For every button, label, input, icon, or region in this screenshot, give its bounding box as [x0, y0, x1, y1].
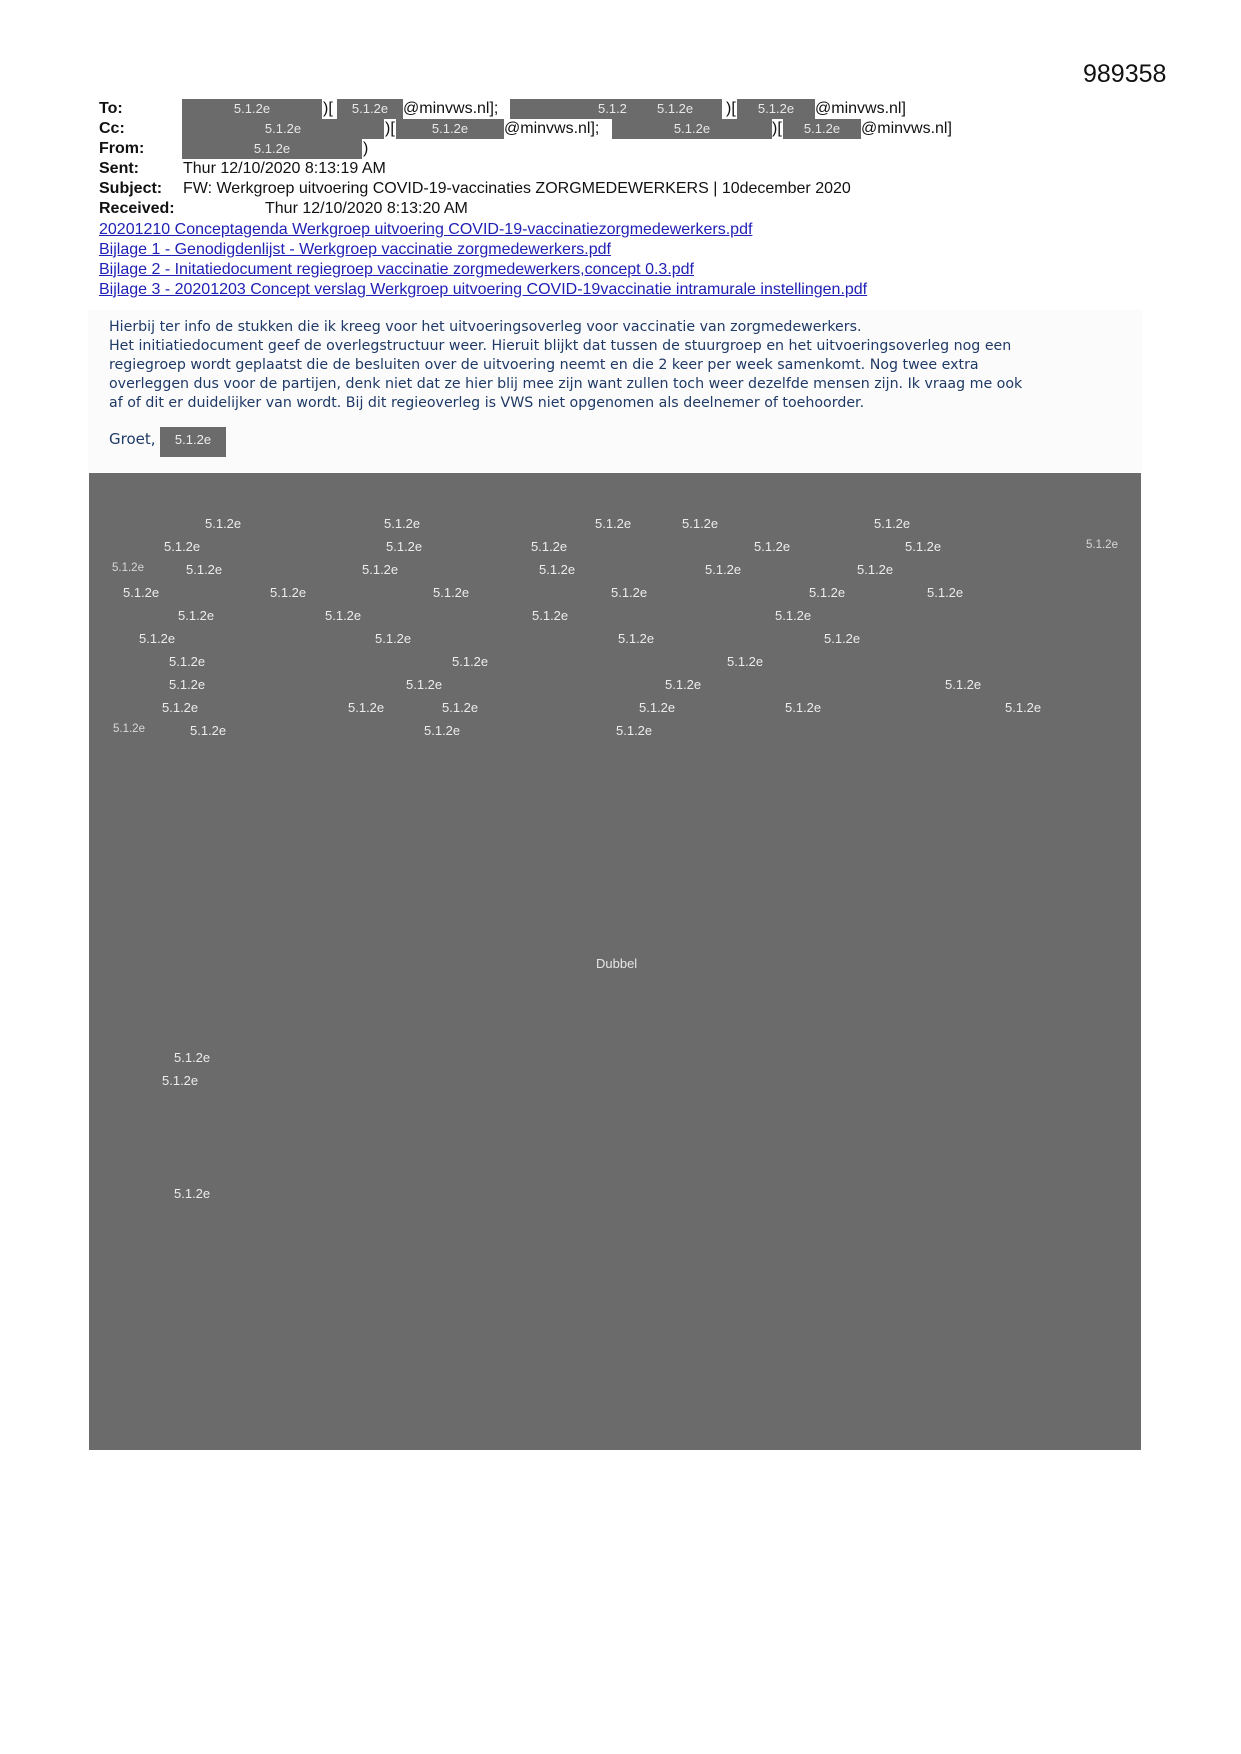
redaction-label: 5.1.2e [705, 562, 742, 577]
received-value: Thur 12/10/2020 8:13:20 AM [265, 200, 468, 217]
redaction-code-partial: 5.1.2 [598, 101, 627, 116]
to-separator-2: )[ [726, 100, 736, 117]
redaction-label: 5.1.2e [174, 1186, 211, 1201]
redaction-label: 5.1.2e [775, 608, 812, 623]
attachment-link-bijlage-2[interactable]: Bijlage 2 - Initatiedocument regiegroep vaccinatie zorgmedewerkers,concept 0.3.pdf [99, 261, 694, 278]
redaction-label: 5.1.2e [874, 516, 911, 531]
to-label: To: [99, 100, 123, 117]
from-label: From: [99, 140, 145, 157]
redaction-label: 5.1.2e [169, 654, 206, 669]
greeting: Groet, [109, 430, 156, 448]
body-line-4: overleggen dus voor de partijen, denk niet dat ze hier blij mee zijn want zullen toch weer dezelfde mensen zijn. Ik vraag me ook [109, 376, 1023, 392]
redaction-label: 5.1.2e [618, 631, 655, 646]
to-row [99, 99, 123, 119]
cc-row [99, 119, 125, 139]
redaction-from-name: 5.1.2e [182, 139, 362, 159]
redaction-label: 5.1.2e [123, 585, 160, 600]
attachment-link-conceptagenda[interactable]: 20201210 Conceptagenda Werkgroep uitvoering COVID-19-vaccinatiezorgmedewerkers.pdf [99, 221, 753, 238]
cc-domain-2: @minvws.nl] [861, 120, 952, 137]
redaction-to-email-1: 5.1.2e [337, 99, 403, 119]
redaction-label: 5.1.2e [162, 700, 199, 715]
redaction-label: 5.1.2e [375, 631, 412, 646]
redaction-label: 5.1.2e [325, 608, 362, 623]
redaction-label: 5.1.2e [205, 516, 242, 531]
document-id: 989358 [1083, 60, 1167, 88]
redaction-label: 5.1.2e [424, 723, 461, 738]
redaction-label: 5.1.2e [178, 608, 215, 623]
body-line-5: af of dit er duidelijker van wordt. Bij dit regieoverleg is VWS niet opgenomen als deelnemer of toehoorder. [109, 395, 865, 411]
redaction-label: 5.1.2e [112, 562, 144, 574]
sent-label: Sent: [99, 160, 139, 177]
attachments-list [99, 220, 867, 300]
redaction-label: 5.1.2e [162, 1073, 199, 1088]
received-label: Received: [99, 200, 175, 217]
redaction-to-name-1: 5.1.2e [182, 99, 322, 119]
redaction-label: 5.1.2e [532, 608, 569, 623]
redaction-label: 5.1.2e [433, 585, 470, 600]
to-domain-1: @minvws.nl]; [403, 100, 499, 117]
redaction-cc-email-2: 5.1.2e [783, 119, 861, 139]
redaction-label: 5.1.2e [595, 516, 632, 531]
redaction-cc-email-1: 5.1.2e [396, 119, 504, 139]
redaction-label: 5.1.2e [905, 539, 942, 554]
redaction-label: 5.1.2e [857, 562, 894, 577]
redaction-label: 5.1.2e [174, 1050, 211, 1065]
redaction-label: 5.1.2e [452, 654, 489, 669]
redaction-label: 5.1.2e [927, 585, 964, 600]
redaction-label: 5.1.2e [362, 562, 399, 577]
sent-value: Thur 12/10/2020 8:13:19 AM [183, 160, 386, 177]
redaction-cc-name-2: 5.1.2e [612, 119, 772, 139]
redaction-label: 5.1.2e [442, 700, 479, 715]
cc-domain-1: @minvws.nl]; [504, 120, 600, 137]
redaction-label: 5.1.2e [616, 723, 653, 738]
redaction-to-name-2 [510, 99, 722, 119]
to-separator-1: )[ [323, 100, 333, 117]
body-line-2: Het initiatiedocument geef de overlegstructuur weer. Hieruit blijkt dat tussen de stuurgroep en het uitvoeringsoverleg nog een [109, 338, 1012, 354]
message-body [109, 318, 1139, 413]
body-line-3: regiegroep wordt geplaatst die de besluiten over de uitvoering neemt en die 2 keer per week samenkomt. Nog twee extra [109, 357, 979, 373]
redaction-label: 5.1.2e [824, 631, 861, 646]
subject-row [99, 179, 851, 199]
redaction-label: 5.1.2e [945, 677, 982, 692]
cc-separator-2: )[ [772, 120, 782, 137]
redaction-label: 5.1.2e [190, 723, 227, 738]
from-suffix: ) [363, 140, 369, 157]
redaction-label: 5.1.2e [386, 539, 423, 554]
redaction-label: 5.1.2e [113, 723, 145, 735]
redaction-label: 5.1.2e [270, 585, 307, 600]
redaction-label: 5.1.2e [169, 677, 206, 692]
cc-label: Cc: [99, 120, 125, 137]
subject-value: FW: Werkgroep uitvoering COVID-19-vaccinaties ZORGMEDEWERKERS | 10december 2020 [183, 180, 851, 197]
redaction-label: 5.1.2e [164, 539, 201, 554]
redaction-label: 5.1.2e [406, 677, 443, 692]
sent-row [99, 159, 386, 179]
redaction-label: 5.1.2e [139, 631, 176, 646]
to-domain-2: @minvws.nl] [815, 100, 906, 117]
redaction-to-email-2: 5.1.2e [737, 99, 815, 119]
redaction-label: 5.1.2e [727, 654, 764, 669]
body-line-1: Hierbij ter info de stukken die ik kreeg voor het uitvoeringsoverleg voor vaccinatie van zorgmedewerkers. [109, 319, 862, 335]
redaction-label: 5.1.2e [754, 539, 791, 554]
attachment-link-bijlage-1[interactable]: Bijlage 1 - Genodigdenlijst - Werkgroep vaccinatie zorgmedewerkers.pdf [99, 241, 611, 258]
cc-separator-1: )[ [385, 120, 395, 137]
redaction-label: 5.1.2e [539, 562, 576, 577]
redaction-label: 5.1.2e [639, 700, 676, 715]
attachment-link-bijlage-3[interactable]: Bijlage 3 - 20201203 Concept verslag Werkgroep uitvoering COVID-19vaccinatie intramurale instellingen.pdf [99, 281, 868, 298]
redaction-cc-name-1: 5.1.2e [182, 119, 384, 139]
redaction-label: 5.1.2e [186, 562, 223, 577]
redaction-label: 5.1.2e [809, 585, 846, 600]
subject-label: Subject: [99, 180, 163, 197]
redaction-label: 5.1.2e [682, 516, 719, 531]
redaction-code: 5.1.2e [657, 101, 694, 116]
redaction-label: 5.1.2e [1005, 700, 1042, 715]
redaction-label: 5.1.2e [665, 677, 702, 692]
redaction-label: 5.1.2e [384, 516, 421, 531]
received-row [99, 199, 468, 219]
redaction-label: 5.1.2e [1086, 539, 1118, 551]
from-row [99, 139, 144, 159]
redaction-signature: 5.1.2e [160, 427, 226, 457]
duplicate-label: Dubbel [596, 956, 638, 971]
redaction-label: 5.1.2e [785, 700, 822, 715]
redaction-label: 5.1.2e [531, 539, 568, 554]
redaction-label: 5.1.2e [611, 585, 648, 600]
redaction-label: 5.1.2e [348, 700, 385, 715]
